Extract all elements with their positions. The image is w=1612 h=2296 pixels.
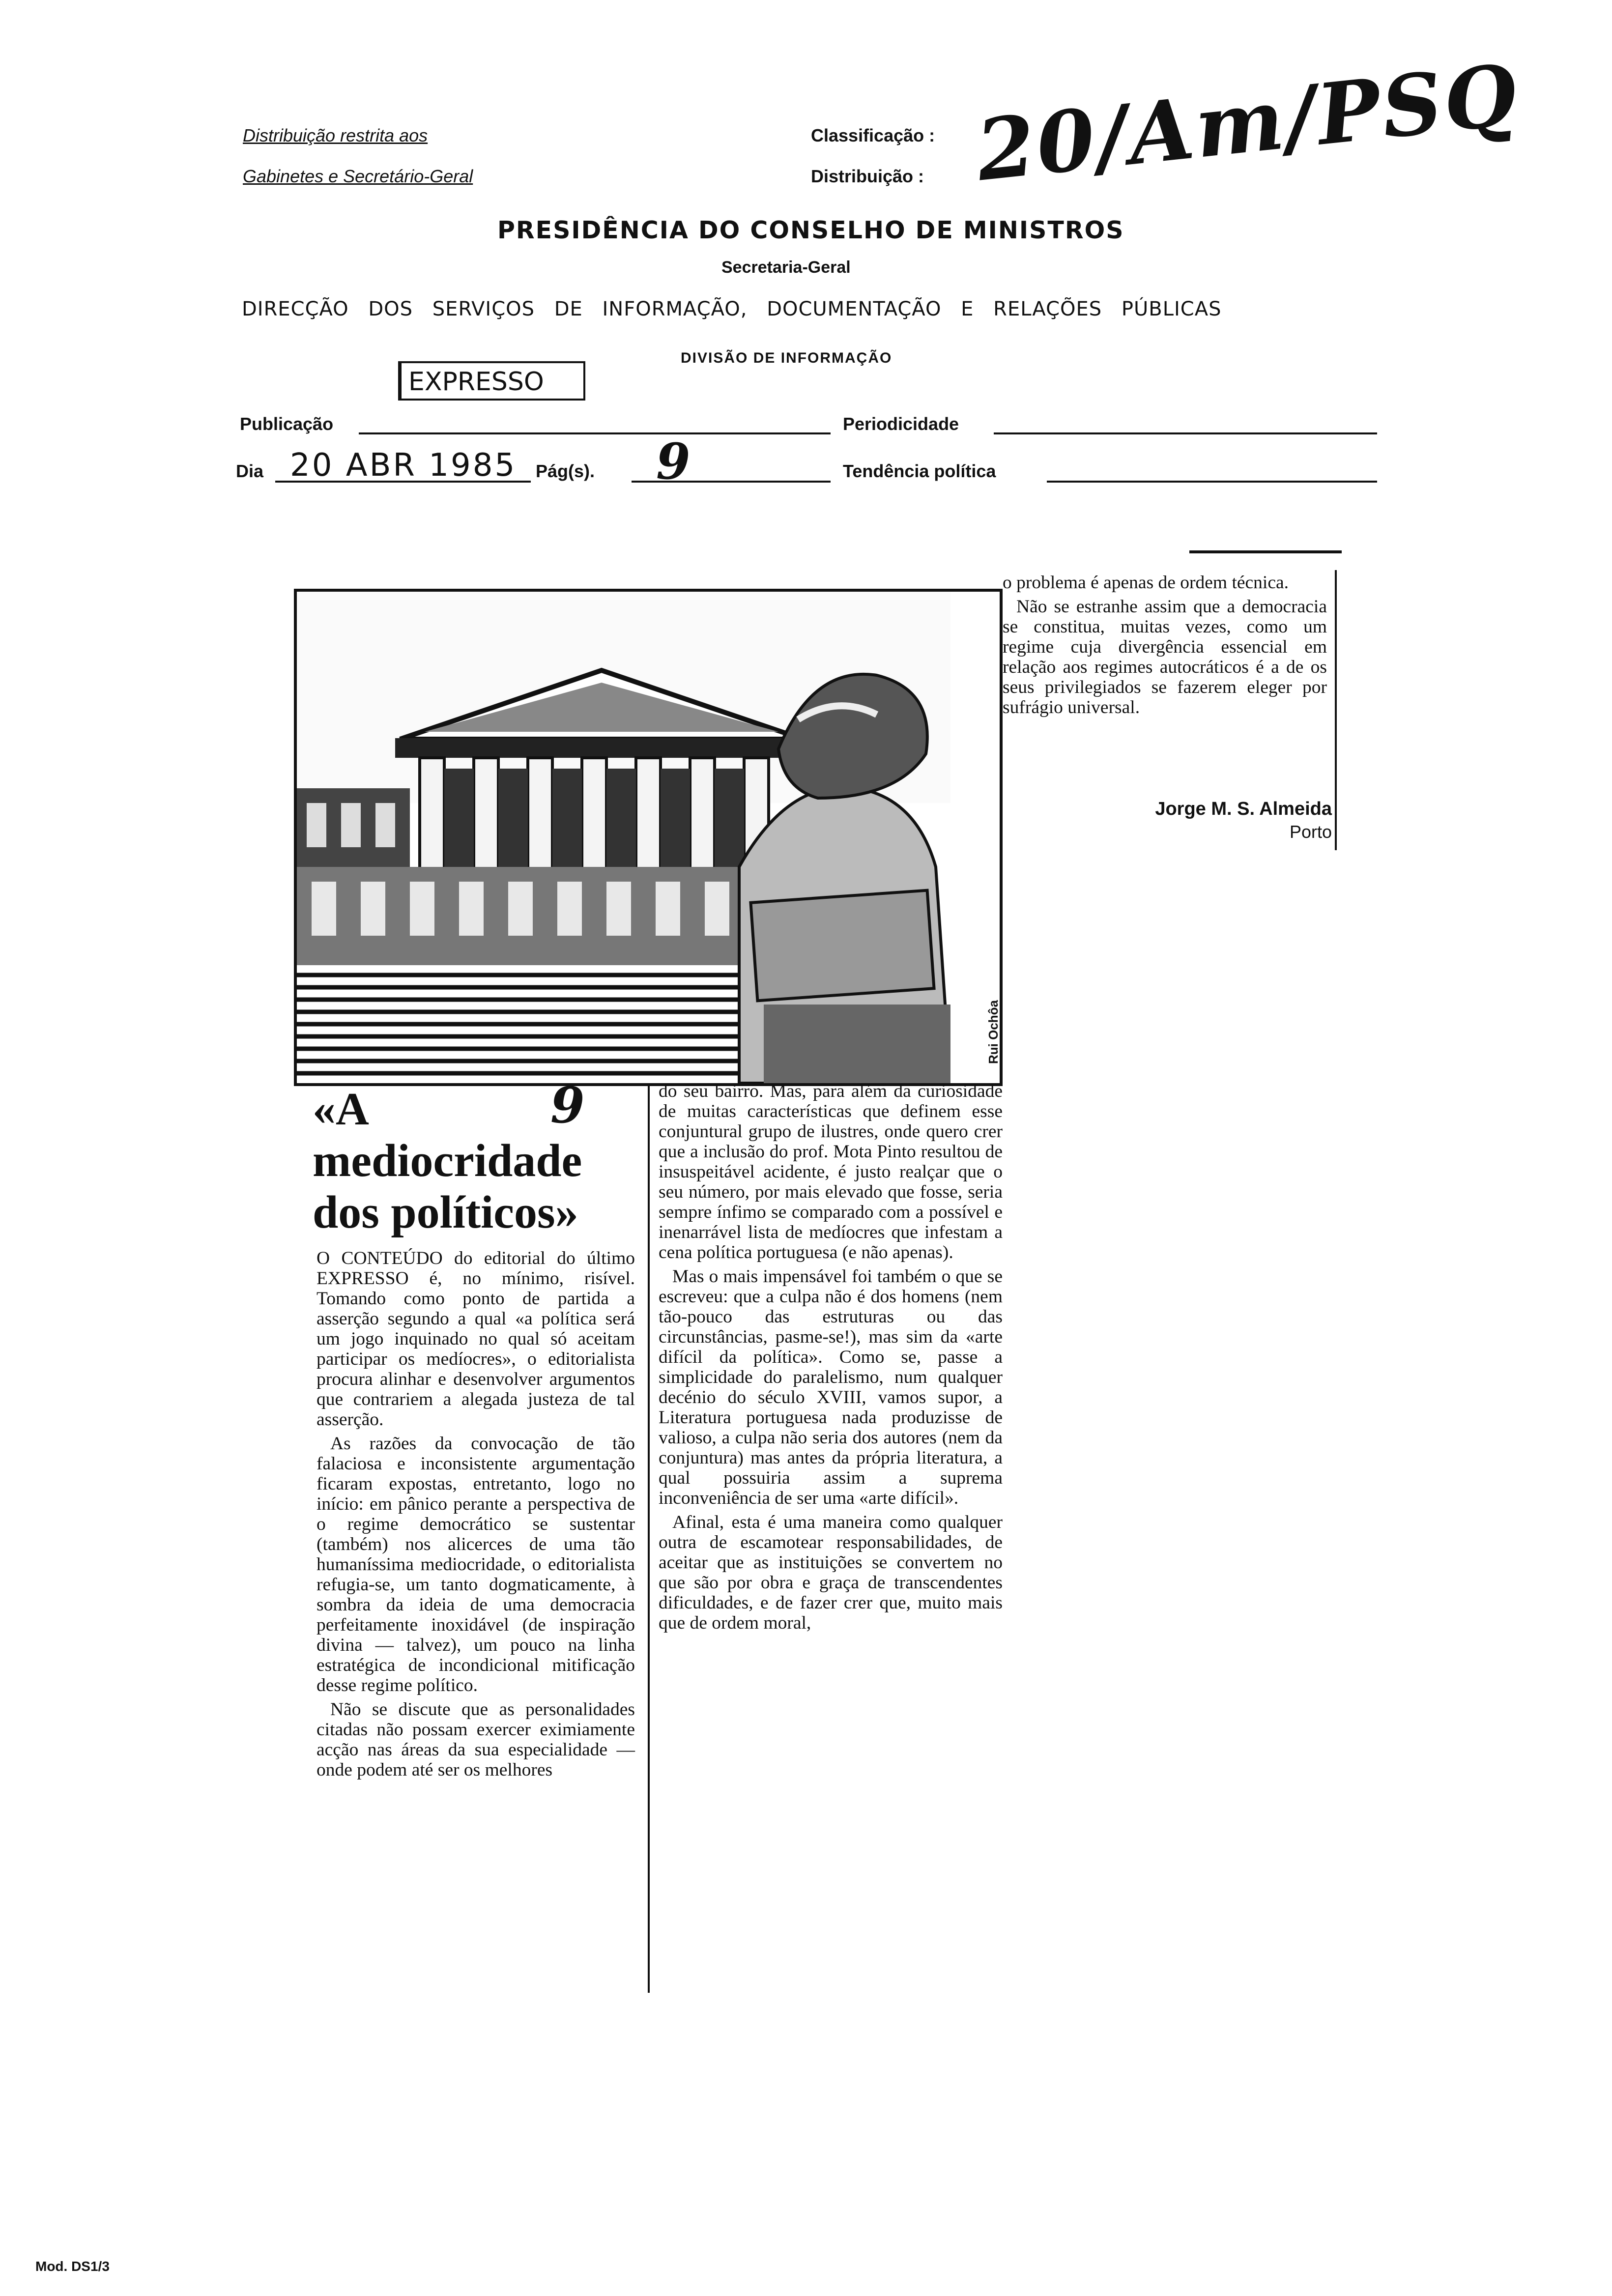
direction-line: DIRECÇÃO DOS SERVIÇOS DE INFORMAÇÃO, DOCUMENTAÇÃO E RELAÇÕES PÚBLICAS	[242, 298, 1222, 320]
author-place: Porto	[1289, 822, 1332, 842]
photo-credit: Rui Ochôa	[986, 1000, 1001, 1064]
periodicidade-label: Periodicidade	[843, 414, 959, 434]
column-1-paragraph: O CONTEÚDO do editorial do último EXPRESSO é, no mínimo, risível. Tomando como ponto de partida a asserção segundo a qual «a política será um jogo inquinado no qual só aceitam participar os medíocres», o editorialista procura alinhar e desenvolver argumentos que contrariem a alegada justeza de tal asserção.	[317, 1248, 635, 1430]
division-label: DIVISÃO DE INFORMAÇÃO	[681, 350, 892, 366]
parliament-photo	[294, 589, 1003, 1086]
form-code: Mod. DS1/3	[35, 2259, 110, 2274]
column-3-right-divider	[1335, 570, 1337, 850]
column-3-top-rule	[1189, 550, 1342, 553]
headline-line-1: «A	[313, 1084, 369, 1135]
author-signature: Jorge M. S. Almeida	[1155, 799, 1332, 819]
pags-line	[632, 481, 831, 483]
article-column-1	[317, 1248, 635, 1784]
publication-stamp: EXPRESSO	[398, 361, 585, 401]
parliament-photo-drawing	[297, 592, 1000, 1083]
handwritten-page-mark: 9	[550, 1076, 585, 1134]
column-2-paragraph: Mas o mais impensável foi também o que se escreveu: que a culpa não é dos homens (nem tão-pouco das estruturas ou das circunstâncias, pasme-se!), mas sim da «arte difícil da política». Como se, passe a simplicidade do paralelismo, num qualquer decénio do século XVIII, vamos supor, a Literatura portuguesa nada produzisse de valioso, a culpa não seria dos autores (nem da conjuntura) mas antes da própria literatura, a qual possuiria assim a suprema inconveniência de ser uma «arte difícil».	[659, 1266, 1003, 1508]
tendencia-label: Tendência política	[843, 461, 996, 481]
dia-value: 20 ABR 1985	[290, 447, 517, 484]
restricted-line-2: Gabinetes e Secretário-Geral	[243, 166, 473, 186]
headline-line-3: dos políticos»	[313, 1187, 578, 1238]
restricted-line-1: Distribuição restrita aos	[243, 125, 428, 145]
headline-line-2: mediocridade	[313, 1135, 582, 1186]
tendencia-line	[1047, 481, 1377, 483]
column-2-paragraph: do seu bairro. Mas, para além da curiosidade de muitas características que definem esse conjuntural grupo de ilustres, onde quero crer que a inclusão do prof. Mota Pinto resultou de insuspeitável acidente, é justo realçar que o seu número, por mais elevado que fosse, seria sempre ínfimo se comparado com a possível e inenarrável lista de medíocres que infestam a cena política portuguesa (e não apenas).	[659, 1081, 1003, 1263]
distribuicao-label: Distribuição :	[811, 166, 924, 186]
pags-value: 9	[656, 432, 691, 490]
institution-title: PRESIDÊNCIA DO CONSELHO DE MINISTROS	[497, 216, 1124, 244]
dia-line	[275, 481, 531, 483]
secretaria-geral: Secretaria-Geral	[721, 258, 851, 277]
publicacao-label: Publicação	[240, 414, 334, 434]
column-2-paragraph: Afinal, esta é uma maneira como qualquer outra de escamotear responsabilidades, de aceitar que as instituições se convertem no que são por obra e graça de transcendentes dificuldades, e de fazer crer que, muito mais que de ordem moral,	[659, 1512, 1003, 1633]
column-3-paragraph: Não se estranhe assim que a democracia se constitua, muitas vezes, como um regime cuja divergência essencial em relação aos regimes autocráticos é a de os seus privilegiados se fazerem eleger por sufrágio universal.	[1003, 597, 1327, 718]
column-divider	[648, 1084, 650, 1993]
column-1-paragraph: Não se discute que as personalidades citadas não possam exercer eximiamente acção nas áreas da sua especialidade — onde podem até ser os melhores	[317, 1699, 635, 1780]
column-1-paragraph: As razões da convocação de tão falaciosa e inconsistente argumentação ficaram expostas, entretanto, logo no início: em pânico perante a perspectiva de o regime democrático se sustentar (também) nos alicerces de uma tão humaníssima mediocridade, o editorialista refugia-se, um tanto dogmaticamente, à sombra da ideia de uma democracia perfeitamente inoxidável (de inspiração divina — talvez), um pouco na linha estratégica de incondicional mitificação desse regime político.	[317, 1434, 635, 1695]
dia-label: Dia	[236, 461, 264, 481]
pags-label: Pág(s).	[536, 461, 595, 481]
classificacao-label: Classificação :	[811, 125, 935, 145]
column-3-paragraph: o problema é apenas de ordem técnica.	[1003, 573, 1289, 593]
handwritten-classification: 20/Am/PSQ	[972, 45, 1524, 201]
publicacao-line	[359, 432, 831, 434]
article-column-2	[659, 1081, 1003, 1637]
periodicidade-line	[994, 432, 1377, 434]
article-column-3	[1003, 573, 1327, 721]
